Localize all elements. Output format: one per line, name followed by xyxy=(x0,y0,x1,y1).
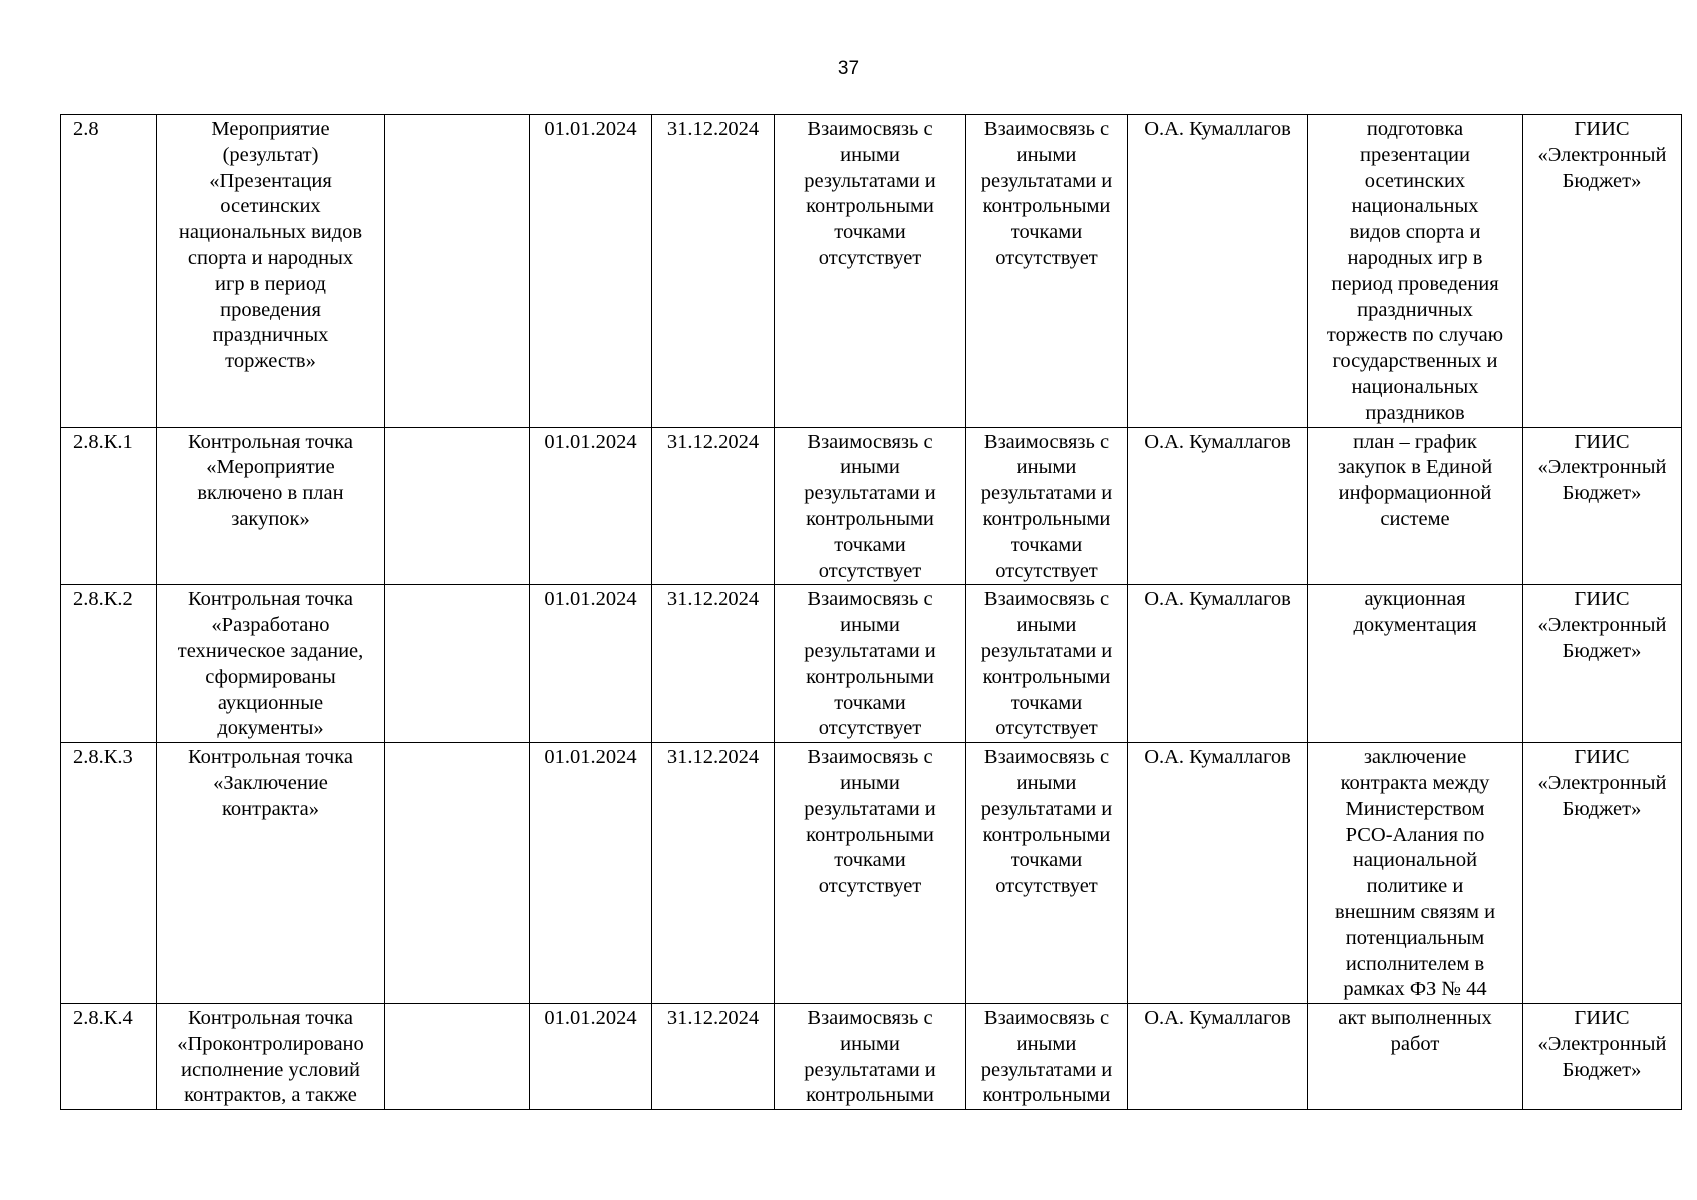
row-extra xyxy=(385,115,530,428)
row-name: Контрольная точка «Разработано техническое задание, сформированы аукционные документы» xyxy=(157,585,385,743)
row-id: 2.8.К.3 xyxy=(61,743,157,1004)
page-number: 37 xyxy=(837,58,860,79)
table-row xyxy=(61,1004,1682,1110)
row-end-date: 31.12.2024 xyxy=(652,1004,775,1110)
row-next-link: Взаимосвязь с иными результатами и контрольными точками отсутствует xyxy=(966,115,1128,428)
row-document: план – график закупок в Единой информационной системе xyxy=(1308,427,1523,585)
row-id: 2.8 xyxy=(61,115,157,428)
row-id: 2.8.К.2 xyxy=(61,585,157,743)
table-row xyxy=(61,585,1682,743)
row-next-link: Взаимосвязь с иными результатами и контрольными точками отсутствует xyxy=(966,743,1128,1004)
row-prev-link: Взаимосвязь с иными результатами и контрольными точками отсутствует xyxy=(775,115,966,428)
row-name: Контрольная точка «Проконтролировано исполнение условий контрактов, а также xyxy=(157,1004,385,1110)
row-prev-link: Взаимосвязь с иными результатами и контрольными точками отсутствует xyxy=(775,585,966,743)
row-document: подготовка презентации осетинских национальных видов спорта и народных игр в период проведения праздничных торжеств по случаю государственных и национальных праздников xyxy=(1308,115,1523,428)
row-end-date: 31.12.2024 xyxy=(652,115,775,428)
plan-table xyxy=(60,114,1682,1110)
row-start-date: 01.01.2024 xyxy=(530,115,652,428)
row-start-date: 01.01.2024 xyxy=(530,585,652,743)
row-responsible: О.А. Кумаллагов xyxy=(1128,115,1308,428)
row-document: аукционная документация xyxy=(1308,585,1523,743)
row-system: ГИИС «Электронный Бюджет» xyxy=(1523,743,1682,1004)
row-id: 2.8.К.1 xyxy=(61,427,157,585)
row-document: акт выполненных работ xyxy=(1308,1004,1523,1110)
row-id: 2.8.К.4 xyxy=(61,1004,157,1110)
row-extra xyxy=(385,1004,530,1110)
row-end-date: 31.12.2024 xyxy=(652,585,775,743)
row-prev-link: Взаимосвязь с иными результатами и контрольными точками отсутствует xyxy=(775,427,966,585)
row-prev-link: Взаимосвязь с иными результатами и контрольными точками отсутствует xyxy=(775,743,966,1004)
row-system: ГИИС «Электронный Бюджет» xyxy=(1523,115,1682,428)
row-next-link: Взаимосвязь с иными результатами и контрольными точками отсутствует xyxy=(966,585,1128,743)
row-start-date: 01.01.2024 xyxy=(530,743,652,1004)
row-name: Мероприятие (результат) «Презентация осетинских национальных видов спорта и народных игр в период проведения праздничных торжеств» xyxy=(157,115,385,428)
row-responsible: О.А. Кумаллагов xyxy=(1128,743,1308,1004)
row-responsible: О.А. Кумаллагов xyxy=(1128,1004,1308,1110)
row-extra xyxy=(385,743,530,1004)
row-responsible: О.А. Кумаллагов xyxy=(1128,427,1308,585)
row-responsible: О.А. Кумаллагов xyxy=(1128,585,1308,743)
row-end-date: 31.12.2024 xyxy=(652,427,775,585)
row-extra xyxy=(385,427,530,585)
row-document: заключение контракта между Министерством РСО-Алания по национальной политике и внешним связям и потенциальным исполнителем в рамках ФЗ № 44 xyxy=(1308,743,1523,1004)
row-extra xyxy=(385,585,530,743)
row-system: ГИИС «Электронный Бюджет» xyxy=(1523,585,1682,743)
row-next-link: Взаимосвязь с иными результатами и контрольными xyxy=(966,1004,1128,1110)
row-system: ГИИС «Электронный Бюджет» xyxy=(1523,1004,1682,1110)
row-prev-link: Взаимосвязь с иными результатами и контрольными xyxy=(775,1004,966,1110)
row-system: ГИИС «Электронный Бюджет» xyxy=(1523,427,1682,585)
table-row xyxy=(61,115,1682,428)
row-name: Контрольная точка «Заключение контракта» xyxy=(157,743,385,1004)
table-row xyxy=(61,743,1682,1004)
row-next-link: Взаимосвязь с иными результатами и контрольными точками отсутствует xyxy=(966,427,1128,585)
table-row xyxy=(61,427,1682,585)
row-start-date: 01.01.2024 xyxy=(530,1004,652,1110)
row-end-date: 31.12.2024 xyxy=(652,743,775,1004)
row-name: Контрольная точка «Мероприятие включено в план закупок» xyxy=(157,427,385,585)
row-start-date: 01.01.2024 xyxy=(530,427,652,585)
